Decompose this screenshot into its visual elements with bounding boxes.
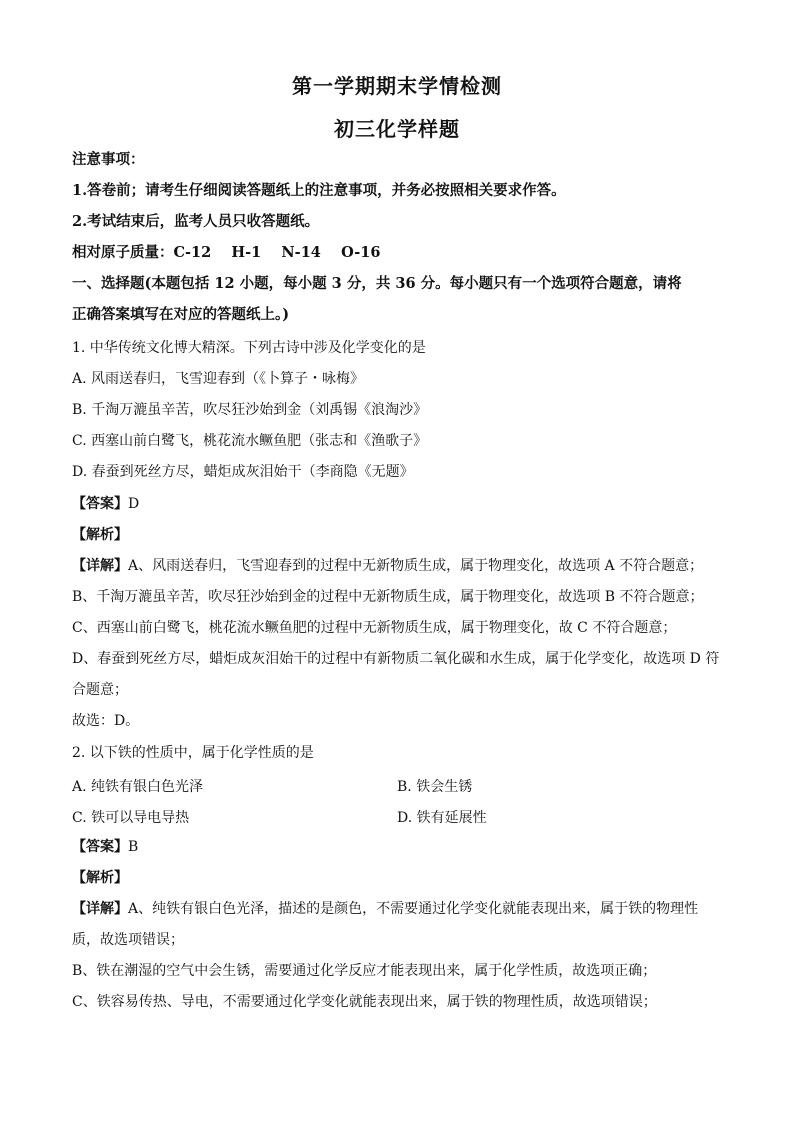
q1-option-a: A. 风雨送春归，飞雪迎春到（《卜算子・咏梅》	[72, 371, 365, 387]
notes-heading: 注意事项：	[72, 151, 145, 168]
q1-detail-a-text: A、风雨送春归，飞雪迎春到的过程中无新物质生成，属于物理变化，故选项 A 不符合题意；	[128, 558, 704, 574]
q2-answer-value: B	[128, 839, 139, 855]
q2-detail-a-text: A、纯铁有银白色光泽，描述的是颜色，不需要通过化学变化就能表现出来，属于铁的物理性	[128, 901, 699, 917]
q2-detail-a-cont: 质，故选项错误；	[72, 932, 184, 948]
q2-detail-b: B、铁在潮湿的空气中会生锈，需要通过化学反应才能表现出来，属于化学性质，故选项正确；	[72, 963, 657, 979]
q2-option-a: A. 纯铁有银白色光泽	[72, 779, 204, 795]
q1-conclusion: 故选：D。	[72, 713, 140, 729]
q1-analysis-tag: 【解析】	[72, 527, 128, 543]
q1-answer-tag: 【答案】	[72, 496, 128, 512]
q1-detail-tag: 【详解】	[72, 558, 128, 574]
q1-option-d: D. 春蚕到死丝方尽，蜡炬成灰泪始干（李商隐《无题》	[72, 464, 414, 480]
exam-title: 第一学期期末学情检测	[292, 74, 502, 98]
q1-detail-d: D、春蚕到死丝方尽，蜡炬成灰泪始干的过程中有新物质二氧化碳和水生成，属于化学变化，故选项 D 符	[72, 651, 720, 667]
exam-subtitle: 初三化学样题	[334, 117, 460, 141]
q1-answer	[72, 495, 732, 513]
notes-item-1: 1.答卷前；请考生仔细阅读答题纸上的注意事项，并务必按照相关要求作答。	[72, 182, 566, 199]
section-heading-line-1: 一、选择题(本题包括 12 小题，每小题 3 分，共 36 分。每小题只有一个选项符合题意，请将	[72, 275, 682, 292]
q2-option-d: D. 铁有延展性	[397, 810, 487, 826]
q2-option-c: C. 铁可以导电导热	[72, 810, 190, 826]
q1-detail-c: C、西塞山前白鹭飞，桃花流水鳜鱼肥的过程中无新物质生成，属于物理变化，故 C 不符合题意；	[72, 620, 677, 636]
q2-option-b: B. 铁会生锈	[397, 779, 473, 795]
q2-analysis-tag: 【解析】	[72, 870, 128, 886]
q1-answer-value: D	[128, 496, 140, 512]
q2-detail-c: C、铁容易传热、导电，不需要通过化学变化就能表现出来，属于铁的物理性质，故选项错误；	[72, 994, 657, 1010]
q1-detail-a	[72, 557, 732, 575]
q2-answer	[72, 838, 732, 856]
section-heading-line-2: 正确答案填写在对应的答题纸上。)	[72, 306, 290, 323]
q2-detail-a	[72, 900, 732, 918]
q1-detail-b: B、千淘万漉虽辛苦，吹尽狂沙始到金的过程中无新物质生成，属于物理变化，故选项 B 不符合题意；	[72, 589, 704, 605]
q1-stem: 1. 中华传统文化博大精深。下列古诗中涉及化学变化的是	[72, 340, 426, 356]
q1-option-b: B. 千淘万漉虽辛苦，吹尽狂沙始到金（刘禹锡《浪淘沙》	[72, 402, 428, 418]
q1-detail-d-cont: 合题意；	[72, 682, 128, 698]
q1-option-c: C. 西塞山前白鹭飞，桃花流水鳜鱼肥（张志和《渔歌子》	[72, 433, 428, 449]
q2-answer-tag: 【答案】	[72, 839, 128, 855]
atomic-mass-line: 相对原子质量：C-12 H-1 N-14 O-16	[72, 244, 381, 261]
q2-stem: 2. 以下铁的性质中，属于化学性质的是	[72, 745, 314, 761]
notes-item-2: 2.考试结束后，监考人员只收答题纸。	[72, 213, 320, 230]
q2-detail-tag: 【详解】	[72, 901, 128, 917]
